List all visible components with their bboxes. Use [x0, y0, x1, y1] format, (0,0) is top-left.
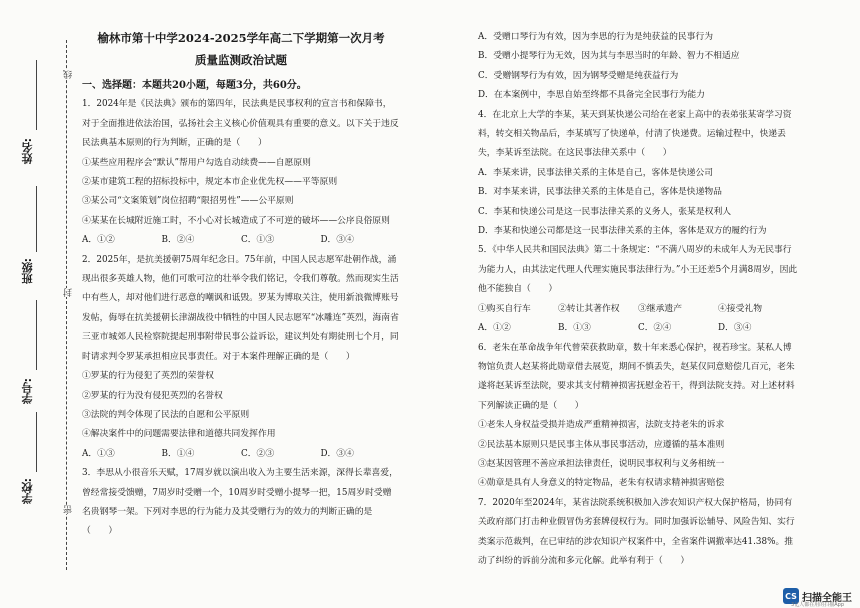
q3-option-d[interactable]: D．在本案例中，李思自始至终都不具备完全民事行为能力: [478, 90, 705, 101]
option-a[interactable]: A．①②: [478, 323, 511, 334]
right-column: [478, 28, 798, 571]
q4-option-b[interactable]: B．对李某来讲，民事法律关系的主体是自己，客体是快递物品: [478, 187, 722, 198]
name-fill-line[interactable]: [36, 60, 37, 130]
option-d[interactable]: D．③④: [320, 235, 354, 246]
statement-item: ②转让其著作权: [558, 303, 620, 314]
seal-mark-feng: 封: [64, 288, 74, 297]
question-stem: 1．2024年是《民法典》颁布的第四年，民法典是民事权利的宣言书和保障书，对于全面推进依法治国，弘扬社会主义核心价值观具有重要的意义。以下关于违反民法典基本原则的行为判断，正确的是（ ）: [82, 99, 399, 149]
statement-item: ①某些应用程序会“默认”帮用户勾选自动续费——自愿原则: [82, 157, 311, 168]
seal-mark-mi: 密: [64, 505, 74, 514]
answer-options: [82, 231, 400, 250]
statement-item: ③某公司“文案策划”岗位招聘“限招男性”——公平原则: [82, 196, 294, 207]
q3-option-a[interactable]: A．受赠口琴行为有效，因为李思的行为是纯获益的民事行为: [478, 32, 714, 42]
student-no-label: 学号:: [21, 378, 34, 405]
camscanner-logo-icon: CS: [783, 588, 799, 604]
question-1: [82, 95, 400, 250]
statement-items: [478, 300, 798, 319]
scanner-tagline: 3亿人都在用的扫描App: [791, 602, 844, 608]
question-stem: 6．老朱在革命战争年代曾荣获救助章，数十年来悉心保护，视若珍宝。某私人博物馆负责人赵某将此勋章借去展览，期间不慎丢失，赵某仅同意赔偿几百元，老朱遂将赵某诉至法院，要求其支付精神损害抚慰金若干，得到法院支持。对上述材料下列解读正确的是（ ）: [478, 342, 795, 411]
scanner-app-name: 扫描全能王: [802, 592, 852, 604]
section-heading: 一、选择题：本题共20小题，每题3分，共60分。: [82, 80, 307, 91]
statement-item: ③法院的判令体现了民法的自愿和公平原则: [82, 409, 250, 420]
statement-item: ①老朱人身权益受损并造成严重精神损害，法院支持老朱的诉求: [478, 420, 725, 431]
answer-options: [478, 319, 798, 338]
q4-option-c[interactable]: C．李某和快递公司是这一民事法律关系的义务人，张某是权利人: [478, 206, 732, 217]
exam-title: 榆林市第十中学2024-2025学年高二下学期第一次月考: [97, 31, 385, 45]
option-c[interactable]: C．②③: [241, 448, 275, 459]
statement-item: ③继承遗产: [638, 303, 682, 314]
school-fill-line[interactable]: [36, 412, 37, 472]
option-a[interactable]: A．①③: [82, 448, 115, 459]
q3-option-c[interactable]: C．受赠钢琴行为有效，因为钢琴受赠是纯获益行为: [478, 70, 679, 81]
question-stem: 5．《中华人民共和国民法典》第二十条规定：“不满八周岁的未成年人为无民事行为能力人，由其法定代理人代理实施民事法律行为。”小王还差5个月满8周岁，因此他不能独自（ ）: [478, 245, 798, 295]
binding-strip: [0, 0, 78, 608]
question-5: [478, 241, 798, 338]
question-stem: 4．在北京上大学的李某，某天到某快递公司给在老家上高中的表弟张某寄学习资料，转交相关物品后，李某填写了快递单，付清了快递费。运输过程中，快递丢失，李某诉至法院。在这民事法律关系中（ ）: [478, 109, 792, 159]
question-stem: 3．李思从小很音乐天赋，17周岁就以演出收入为主要生活来源，深得长辈喜爱，曾经常接受馈赠，7周岁时受赠一个，10周岁时受赠小提琴一把，15周岁时受赠名贵钢琴一架。下列对李思的行为能力及其受赠行为的效力的判断正确的是（ ）: [82, 468, 398, 537]
option-b[interactable]: B．①④: [161, 448, 195, 459]
seal-mark-xian: 线: [64, 70, 74, 79]
left-column: [82, 28, 400, 542]
statement-item: ③赵某因管理不善应承担法律责任，说明民事权利与义务相统一: [478, 458, 725, 469]
statement-item: ②罗某的行为没有侵犯英烈的名誉权: [82, 390, 223, 401]
school-label: 学校:: [21, 478, 34, 505]
q3-option-b[interactable]: B．受赠小提琴行为无效，因为其与李思当时的年龄、智力不相适应: [478, 51, 740, 62]
question-3: [82, 464, 400, 542]
option-b[interactable]: B．②④: [161, 235, 195, 246]
question-stem: 2．2025年，是抗美援朝75周年纪念日。75年前，中国人民志愿军赴朝作战，涌现出很多英雄人物，他们可歌可泣的壮举令我们铭记，令我们尊敬。然而现实生活中有些人，却对他们进行恶意的嘲讽和诋毁。罗某为博取关注，使用新浪微博账号发帖，侮辱在抗美援朝长津湖战役中牺牲的中国人民志愿军“冰雕连”英烈，海南省三亚市城郊人民检察院提起刑事附带民事公益诉讼，建议判处有期徒刑七个月，同时请求判令罗某承担相应民事责任。对于本案件理解正确的是（ ）: [82, 254, 399, 362]
question-6: [478, 339, 798, 494]
option-a[interactable]: A．①②: [82, 235, 115, 246]
scanner-watermark: [783, 588, 852, 608]
option-b[interactable]: B．①③: [558, 323, 591, 334]
statement-item: ①罗某的行为侵犯了英烈的荣誉权: [82, 371, 214, 382]
option-d[interactable]: D．③④: [718, 323, 752, 334]
exam-subtitle: 质量监测政治试题: [195, 53, 287, 67]
class-label: 班级:: [21, 258, 34, 285]
q4-option-d[interactable]: D．李某和快递公司都是这一民事法律关系的主体，客体是双方的履约行为: [478, 226, 767, 237]
binding-dashed-line: [66, 40, 67, 570]
statement-item: ①购买自行车: [478, 303, 531, 314]
class-fill-line[interactable]: [36, 186, 37, 252]
statement-item: ④某某在长城附近施工时，不小心对长城造成了不可逆的破坏——公序良俗原则: [82, 215, 390, 226]
question-2: [82, 251, 400, 464]
statement-item: ④接受礼物: [718, 303, 762, 314]
option-d[interactable]: D．③④: [320, 448, 354, 459]
answer-options: [82, 445, 400, 464]
question-4: [478, 106, 798, 242]
statement-item: ②某市建筑工程的招标投标中，规定本市企业优先权——平等原则: [82, 177, 338, 188]
q4-option-a[interactable]: A．李某来讲，民事法律关系的主体是自己，客体是快递公司: [478, 167, 714, 178]
option-c[interactable]: C．②④: [638, 323, 672, 334]
statement-item: ②民法基本原则只是民事主体从事民事活动，应遵循的基本准则: [478, 439, 725, 450]
statement-item: ④解决案件中的问题需要法律和道德共同发挥作用: [82, 429, 276, 440]
option-c[interactable]: C．①③: [241, 235, 275, 246]
name-label: 姓名:: [21, 138, 34, 165]
question-7: [478, 494, 798, 572]
question-stem: 7．2020年至2024年，某省法院系统积极加入涉农知识产权大保护格局，协同有关政府部门打击种业假冒伪劣套牌侵权行为。同时加强诉讼辅导、风险告知、实行类案示范裁判，在已审结的涉农知识产权案件中，全省案件调撤率达41.38%。推动了纠纷的诉前分流和多元化解。此举有利于（ ）: [478, 497, 795, 566]
student-no-fill-line[interactable]: [36, 300, 37, 370]
statement-item: ④勋章是具有人身意义的特定物品，老朱有权请求精神损害赔偿: [478, 478, 725, 489]
